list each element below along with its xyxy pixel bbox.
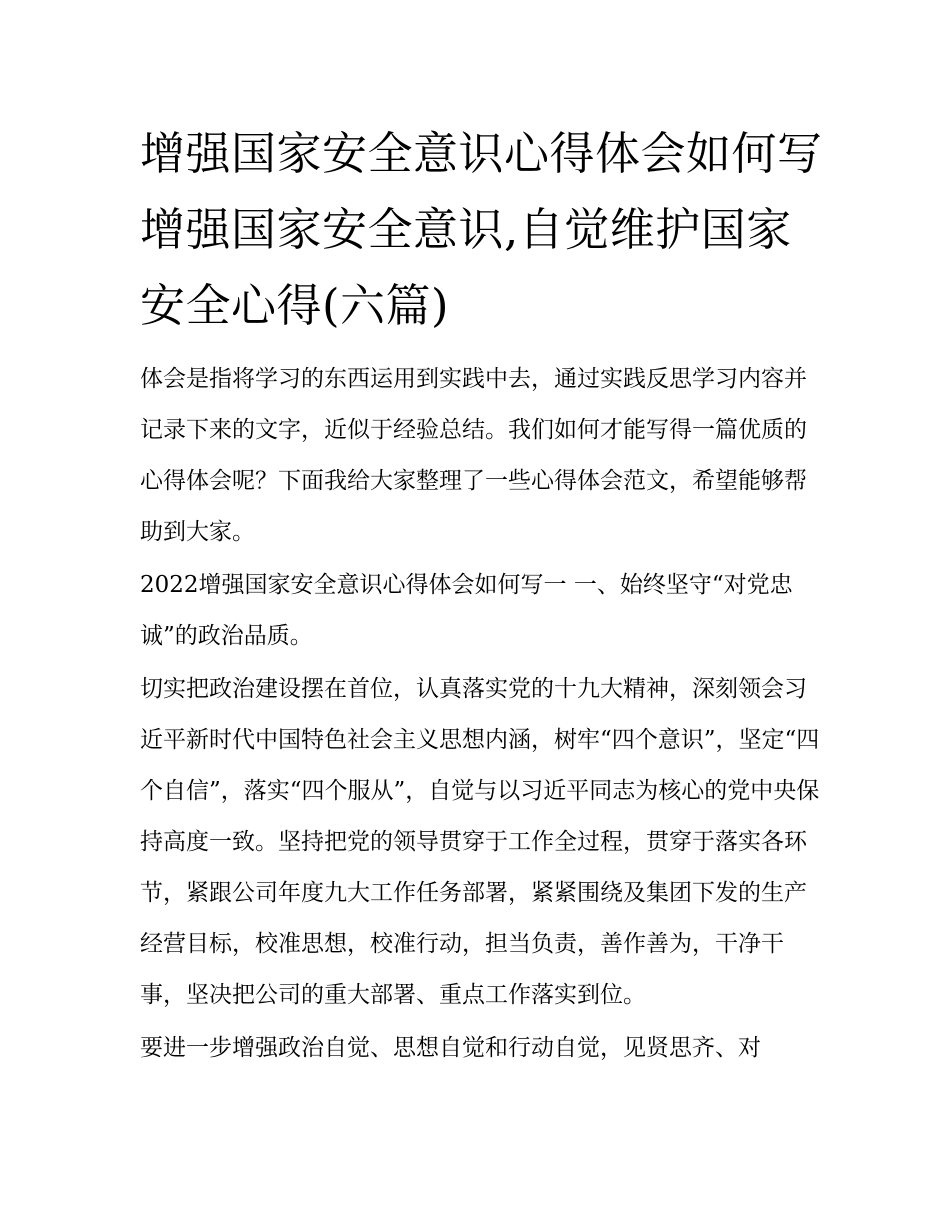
paragraph-section-heading: 2022增强国家安全意识心得体会如何写一 一、始终坚守“对党忠诚”的政治品质。 [140,572,793,649]
paragraph-awareness: 要进一步增强政治自觉、思想自觉和行动自觉，见贤思齐、对 [140,1035,761,1061]
document-title: 增强国家安全意识心得体会如何写 增强国家安全意识,自觉维护国家安全心得(六篇) [140,127,823,332]
paragraph-intro: 体会是指将学习的东西运用到实践中去，通过实践反思学习内容并记录下来的文字，近似于经验总结。我们如何才能写得一篇优质的心得体会呢？下面我给大家整理了一些心得体会范文，希望能够帮助到大家。 [140,366,807,545]
document-body [140,354,820,1076]
paragraph-political-building: 切实把政治建设摆在首位，认真落实党的十九大精神，深刻领会习近平新时代中国特色社会主义思想内涵，树牢“四个意识”，坚定“四个自信”，落实“四个服从”，自觉与以习近平同志为核心的党中央保持高度一致。坚持把党的领导贯穿于工作全过程，贯穿于落实各环节，紧跟公司年度九大工作任务部署，紧紧围绕及集团下发的生产经营目标，校准思想，校准行动，担当负责，善作善为，干净干事，坚决把公司的重大部署、重点工作落实到位。 [140,676,820,1008]
